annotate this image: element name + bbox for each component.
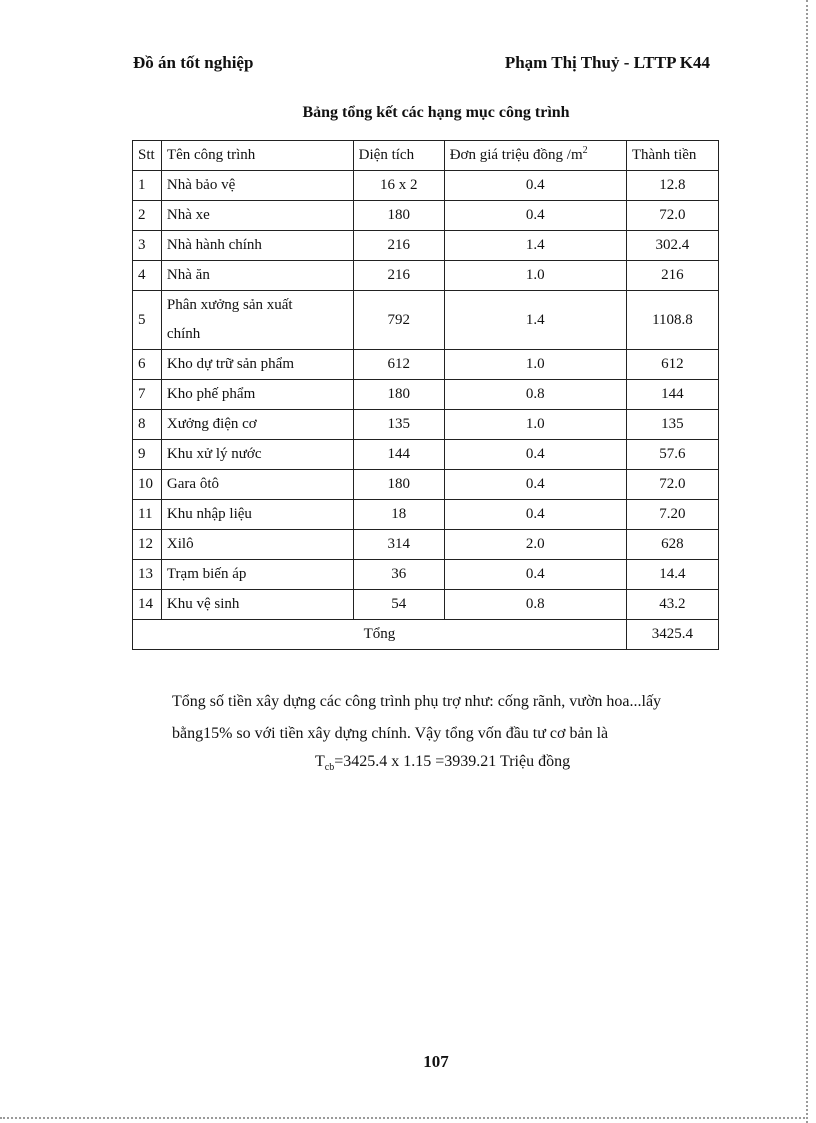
cell-area: 180 — [353, 201, 444, 231]
cell-price: 0.4 — [444, 500, 626, 530]
cell-price: 1.4 — [444, 291, 626, 350]
cell-name: Khu nhập liệu — [161, 500, 353, 530]
cell-name-line: Phân xưởng sản xuất — [166, 297, 293, 313]
cell-total: 12.8 — [626, 171, 718, 201]
page-border-right — [806, 0, 808, 1123]
cell-price: 1.0 — [444, 350, 626, 380]
table-row — [133, 350, 719, 380]
header-stt: Stt — [133, 141, 162, 171]
cell-price: 0.4 — [444, 171, 626, 201]
header-name: Tên công trình — [161, 141, 353, 171]
cell-stt: 14 — [133, 590, 162, 620]
cell-name: Gara ôtô — [161, 470, 353, 500]
cell-name: Trạm biến áp — [161, 560, 353, 590]
total-label: Tổng — [133, 620, 627, 650]
cell-stt: 5 — [133, 291, 162, 350]
cell-price: 0.8 — [444, 590, 626, 620]
cell-total: 14.4 — [626, 560, 718, 590]
summary-table — [132, 140, 719, 650]
cell-price: 0.4 — [444, 560, 626, 590]
table-row — [133, 201, 719, 231]
page-header — [133, 50, 710, 76]
cell-name: Nhà bảo vệ — [161, 171, 353, 201]
paragraph-line: bằng15% so với tiền xây dựng chính. Vậy tổng vốn đầu tư cơ bản là — [172, 725, 609, 742]
cell-stt: 4 — [133, 261, 162, 291]
header-author: Phạm Thị Thuỷ - LTTP K44 — [504, 53, 710, 72]
cell-total: 57.6 — [626, 440, 718, 470]
cell-name: Xilô — [161, 530, 353, 560]
cell-area: 180 — [353, 380, 444, 410]
cell-stt: 7 — [133, 380, 162, 410]
cell-area: 18 — [353, 500, 444, 530]
table-row — [133, 380, 719, 410]
cell-name: Xưởng điện cơ — [161, 410, 353, 440]
cell-area: 135 — [353, 410, 444, 440]
header-price-label: Đơn giá triệu đồng /m — [449, 147, 583, 163]
table-row — [133, 171, 719, 201]
total-value: 3425.4 — [626, 620, 718, 650]
cell-stt: 6 — [133, 350, 162, 380]
cell-stt: 1 — [133, 171, 162, 201]
table-row — [133, 470, 719, 500]
cell-price: 0.4 — [444, 201, 626, 231]
cell-name-line: chính — [166, 326, 201, 342]
cell-total: 43.2 — [626, 590, 718, 620]
cell-total: 628 — [626, 530, 718, 560]
cell-name: Nhà ăn — [161, 261, 353, 291]
cell-total: 135 — [626, 410, 718, 440]
cell-name: Kho phế phẩm — [161, 380, 353, 410]
table-row — [133, 261, 719, 291]
table-row — [133, 500, 719, 530]
cell-total: 216 — [626, 261, 718, 291]
cell-total: 612 — [626, 350, 718, 380]
cell-name: Kho dự trữ sản phẩm — [161, 350, 353, 380]
cell-name — [161, 291, 353, 350]
cell-name: Khu vệ sinh — [161, 590, 353, 620]
formula-expression: =3425.4 x 1.15 =3939.21 Triệu đồng — [334, 753, 571, 770]
formula-subscript: cb — [324, 762, 335, 774]
cell-stt: 10 — [133, 470, 162, 500]
table-row — [133, 231, 719, 261]
cell-area: 16 x 2 — [353, 171, 444, 201]
cell-price: 1.0 — [444, 410, 626, 440]
cell-area: 54 — [353, 590, 444, 620]
table-row — [133, 560, 719, 590]
cell-area: 792 — [353, 291, 444, 350]
cell-stt: 11 — [133, 500, 162, 530]
header-left-title: Đồ án tốt nghiệp — [133, 53, 254, 72]
cell-total: 72.0 — [626, 470, 718, 500]
cell-price: 0.4 — [444, 470, 626, 500]
cell-stt: 13 — [133, 560, 162, 590]
cell-total: 302.4 — [626, 231, 718, 261]
cell-area: 144 — [353, 440, 444, 470]
table-title: Bảng tổng kết các hạng mục công trình — [302, 104, 570, 121]
investment-formula — [315, 749, 570, 781]
table-row — [133, 530, 719, 560]
page-border-bottom — [0, 1117, 808, 1119]
paragraph-line: Tổng số tiền xây dựng các công trình phụ trợ như: cống rãnh, vườn hoa...lấy — [172, 693, 662, 710]
cell-price: 2.0 — [444, 530, 626, 560]
cell-name: Khu xử lý nước — [161, 440, 353, 470]
cell-area: 216 — [353, 261, 444, 291]
header-area: Diện tích — [353, 141, 444, 171]
cell-stt: 2 — [133, 201, 162, 231]
cell-total: 72.0 — [626, 201, 718, 231]
table-header-row — [133, 141, 719, 171]
header-price-sup: 2 — [582, 145, 588, 156]
table-total-row — [133, 620, 719, 650]
table-row — [133, 440, 719, 470]
cell-stt: 8 — [133, 410, 162, 440]
page-number: 107 — [423, 1052, 449, 1071]
table-row — [133, 291, 719, 350]
cell-price: 0.8 — [444, 380, 626, 410]
table-row — [133, 590, 719, 620]
header-total: Thành tiền — [626, 141, 718, 171]
cell-area: 36 — [353, 560, 444, 590]
cell-total: 7.20 — [626, 500, 718, 530]
cell-total: 144 — [626, 380, 718, 410]
summary-paragraph — [172, 686, 732, 750]
cell-price: 0.4 — [444, 440, 626, 470]
cell-area: 180 — [353, 470, 444, 500]
formula-symbol: T — [315, 753, 325, 770]
cell-stt: 12 — [133, 530, 162, 560]
header-price — [444, 141, 626, 171]
cell-area: 314 — [353, 530, 444, 560]
cell-total: 1108.8 — [626, 291, 718, 350]
cell-area: 216 — [353, 231, 444, 261]
cell-stt: 9 — [133, 440, 162, 470]
table-row — [133, 410, 719, 440]
cell-price: 1.0 — [444, 261, 626, 291]
cell-name: Nhà xe — [161, 201, 353, 231]
cell-stt: 3 — [133, 231, 162, 261]
cell-name: Nhà hành chính — [161, 231, 353, 261]
cell-area: 612 — [353, 350, 444, 380]
cell-price: 1.4 — [444, 231, 626, 261]
